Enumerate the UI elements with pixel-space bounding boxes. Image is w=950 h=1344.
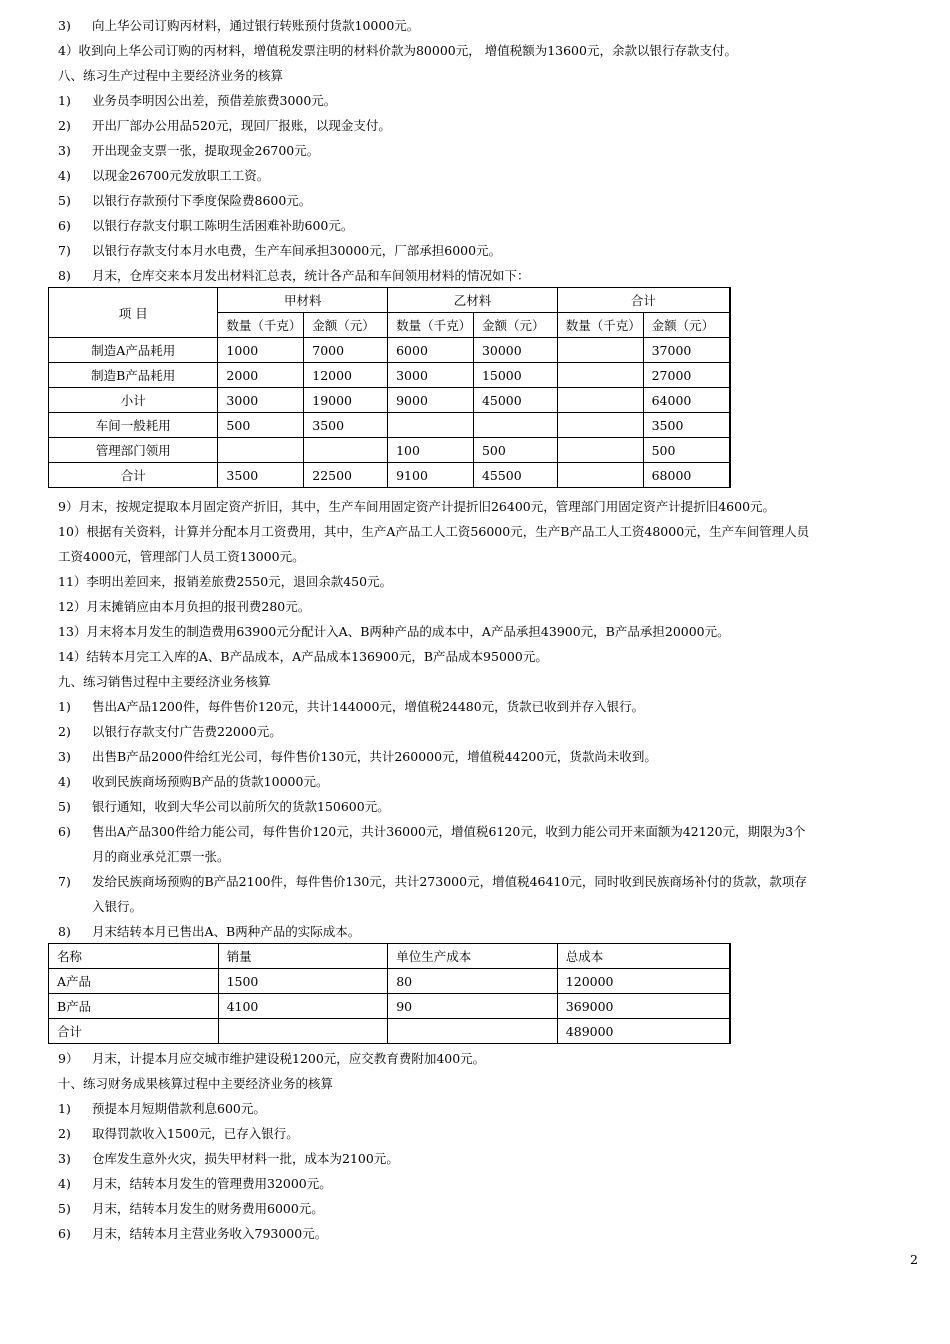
table-row: 管理部门领用 100 500 500 bbox=[49, 438, 731, 463]
text-line: 14）结转本月完工入库的A、B产品成本，A产品成本136900元，B产品成本95000元。 bbox=[58, 649, 548, 664]
text-line: 8) 月末，仓库交来本月发出材料汇总表，统计各产品和车间领用材料的情况如下： bbox=[58, 268, 530, 283]
text-line: 9） 月末，计提本月应交城市维护建设税1200元，应交教育费附加400元。 bbox=[58, 1051, 486, 1066]
page-number: 2 bbox=[910, 1252, 918, 1267]
table-header-item: 项 目 bbox=[49, 288, 218, 338]
text-line: 4) 以现金26700元发放职工工资。 bbox=[58, 168, 270, 183]
section-heading: 八、练习生产过程中主要经济业务的核算 bbox=[58, 68, 284, 83]
table-row: 合计 3500 22500 9100 45500 68000 bbox=[49, 463, 731, 488]
table-row: 小计 3000 19000 9000 45000 64000 bbox=[49, 388, 731, 413]
text-line: 1) 业务员李明因公出差，预借差旅费3000元。 bbox=[58, 93, 337, 108]
text-line: 工资4000元，管理部门人员工资13000元。 bbox=[58, 549, 305, 564]
text-line: 5) 银行通知，收到大华公司以前所欠的货款150600元。 bbox=[58, 799, 390, 814]
text-line: 12）月末摊销应由本月负担的报刊费280元。 bbox=[58, 599, 311, 614]
text-line: 6) 月末，结转本月主营业务收入793000元。 bbox=[58, 1226, 328, 1241]
text-line: 3) 开出现金支票一张，提取现金26700元。 bbox=[58, 143, 320, 158]
text-line: 6) 以银行存款支付职工陈明生活困难补助600元。 bbox=[58, 218, 354, 233]
cost-transfer-table bbox=[48, 943, 731, 1044]
table-row: 制造A产品耗用 1000 7000 6000 30000 37000 bbox=[49, 338, 731, 363]
text-line: 4) 月末，结转本月发生的管理费用32000元。 bbox=[58, 1176, 332, 1191]
table-subheader: 数量（千克） bbox=[557, 313, 643, 338]
text-line: 1) 售出A产品1200件，每件售价120元，共计144000元，增值税24480元，货款已收到并存入银行。 bbox=[58, 699, 645, 714]
table-row: 车间一般耗用 500 3500 3500 bbox=[49, 413, 731, 438]
text-line: 3) 出售B产品2000件给红光公司，每件售价130元，共计260000元，增值税44200元，货款尚未收到。 bbox=[58, 749, 657, 764]
table-subheader: 数量（千克） bbox=[218, 313, 304, 338]
text-line-continuation: 月的商业承兑汇票一张。 bbox=[92, 849, 230, 864]
table-row: 合计 489000 bbox=[49, 1019, 731, 1044]
table-row: 制造B产品耗用 2000 12000 3000 15000 27000 bbox=[49, 363, 731, 388]
table-group-header: 合计 bbox=[557, 288, 730, 313]
table-header-row: 名称 销量 单位生产成本 总成本 bbox=[49, 944, 731, 969]
text-line: 5) 月末，结转本月发生的财务费用6000元。 bbox=[58, 1201, 324, 1216]
section-heading: 十、练习财务成果核算过程中主要经济业务的核算 bbox=[58, 1076, 334, 1091]
table-subheader: 金额（元） bbox=[643, 313, 730, 338]
text-line: 2) 以银行存款支付广告费22000元。 bbox=[58, 724, 282, 739]
text-line: 4) 收到民族商场预购B产品的货款10000元。 bbox=[58, 774, 329, 789]
table-row: B产品 4100 90 369000 bbox=[49, 994, 731, 1019]
text-line: 13）月末将本月发生的制造费用63900元分配计入A、B两种产品的成本中，A产品承担43900元，B产品承担20000元。 bbox=[58, 624, 730, 639]
text-line: 7) 发给民族商场预购的B产品2100件，每件售价130元，共计273000元，增值税46410元，同时收到民族商场补付的货款，款项存 bbox=[58, 874, 807, 889]
table-subheader: 金额（元） bbox=[473, 313, 557, 338]
table-row: A产品 1500 80 120000 bbox=[49, 969, 731, 994]
text-line: 7) 以银行存款支付本月水电费，生产车间承担30000元，厂部承担6000元。 bbox=[58, 243, 502, 258]
table-group-header: 甲材料 bbox=[218, 288, 388, 313]
table-subheader: 数量（千克） bbox=[388, 313, 474, 338]
text-line: 2) 开出厂部办公用品520元，现回厂报账，以现金支付。 bbox=[58, 118, 391, 133]
text-line: 9）月末，按规定提取本月固定资产折旧，其中，生产车间用固定资产计提折旧26400元，管理部门用固定资产计提折旧4600元。 bbox=[58, 499, 776, 514]
text-line: 3) 向上华公司订购丙材料，通过银行转账预付货款10000元。 bbox=[58, 18, 420, 33]
text-line: 2) 取得罚款收入1500元，已存入银行。 bbox=[58, 1126, 299, 1141]
text-line: 4）收到向上华公司订购的丙材料，增值税发票注明的材料价款为80000元， 增值税额为13600元，余款以银行存款支付。 bbox=[58, 43, 737, 58]
text-line: 8) 月末结转本月已售出A、B两种产品的实际成本。 bbox=[58, 924, 361, 939]
table-group-header: 乙材料 bbox=[388, 288, 558, 313]
text-line: 1) 预提本月短期借款利息600元。 bbox=[58, 1101, 266, 1116]
text-line: 10）根据有关资料，计算并分配本月工资费用，其中，生产A产品工人工资56000元，生产B产品工人工资48000元，生产车间管理人员 bbox=[58, 524, 810, 539]
text-line-continuation: 入银行。 bbox=[92, 899, 143, 914]
text-line: 6) 售出A产品300件给力能公司，每件售价120元，共计36000元，增值税6120元，收到力能公司开来面额为42120元，期限为3个 bbox=[58, 824, 806, 839]
table-subheader: 金额（元） bbox=[304, 313, 388, 338]
text-line: 5) 以银行存款预付下季度保险费8600元。 bbox=[58, 193, 312, 208]
section-heading: 九、练习销售过程中主要经济业务核算 bbox=[58, 674, 271, 689]
material-summary-table bbox=[48, 287, 731, 488]
text-line: 11）李明出差回来，报销差旅费2550元，退回余款450元。 bbox=[58, 574, 393, 589]
text-line: 3) 仓库发生意外火灾，损失甲材料一批，成本为2100元。 bbox=[58, 1151, 399, 1166]
